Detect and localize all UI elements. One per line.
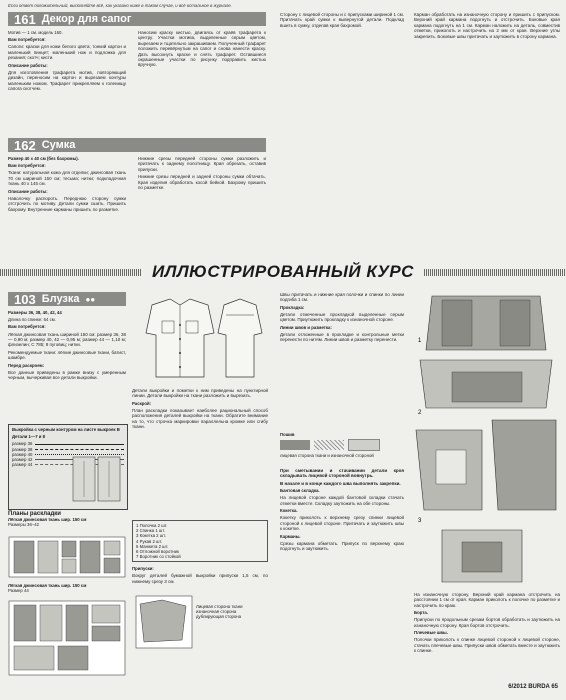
- model103-need-heading: Вам потребуется:: [8, 324, 46, 330]
- model161-desc-text: Для изготовления трафарета мотив, повторяющий дизайн, переносим на картон и вырезаем контуры маленьким ножом. Трафарет прикрепляем к голенищу сапога скотчем.: [8, 69, 126, 92]
- legend-swatch-hatched: [314, 440, 344, 450]
- right-heading-3: Плечевые швы.: [414, 630, 448, 636]
- sewing-legend: [280, 432, 404, 458]
- mid-text-4: На лицевой стороне каждой бантовой складки стачать отметки вместе. Складку заутюжить на обе стороны.: [280, 495, 404, 506]
- right-text-2: Припуски по продольным срезам бортов обработать и заутюжить на изнаночную сторону. Края бортов отстрочить.: [414, 617, 560, 628]
- model103-difficulty: ●●: [85, 294, 96, 304]
- model103-cut-heading: Перед раскроем:: [8, 362, 45, 368]
- pattern-size-label: размер 40: [12, 451, 33, 457]
- model162-col4-text: Сторону с лицевой стороны и с припусками шириной 1 см. Притачать край сумки к вывернутой детали. Подклад вшить в сумку, отделав края бахромой.: [280, 12, 404, 28]
- pattern-size-label: размер 38: [12, 446, 33, 452]
- top-middle-column: [280, 12, 404, 30]
- size-line-dashed: [35, 449, 124, 450]
- banner-title: ИЛЛЮСТРИРОВАННЫЙ КУРС: [152, 262, 414, 281]
- model103-header: [8, 292, 126, 306]
- model161-title: Декор для сапог: [41, 13, 132, 25]
- model162-need-heading: Вам потребуется:: [8, 163, 46, 169]
- legend-swatch-light: [348, 439, 380, 451]
- mid-heading-5: Кокетка.: [280, 508, 298, 514]
- model103-col1: [8, 310, 126, 383]
- model103-need-text: Лёгкая джинсовая ткань шириной 150 см: размер 36, 38 — 0,90 м; размер 40, 42 — 0,95 м; размер 44 — 1,10 м; флизелин; С 785; 8 пуговиц; нитки.: [8, 331, 126, 348]
- mid-heading-3: Линии швов и разметка:: [280, 324, 332, 330]
- pattern-mini-diagram: [71, 455, 123, 505]
- pattern-size-label: размер 42: [12, 457, 33, 463]
- mid-text-6: Срезы кармана обметать. Припуск по верхнему краю подогнуть и заутюжить.: [280, 540, 404, 552]
- allowance-heading: Припуски:: [132, 566, 154, 571]
- model162-desc-text: Наволочку распороть. Переднюю сторону сумки отстрочить по мотиву. Детали сумки сшить. Пришить бахрому. Внутренние карманы пришить по разметке.: [8, 195, 126, 212]
- model161-col1: [8, 30, 126, 93]
- parts-list-item: 6 Отложной воротник: [136, 549, 179, 555]
- svg-text:3: 3: [418, 518, 422, 524]
- mid-col2-text: Швы притачать и нижние края полочки и спинки по линии подгиба 1 см.: [280, 292, 404, 303]
- model103-number: 103: [14, 291, 36, 307]
- pattern-box-details: Детали 1—7 и 8: [12, 434, 46, 440]
- model103-title: Блузка: [41, 293, 80, 305]
- legend-row: [280, 439, 404, 451]
- model162-col3-text: Нижние срезы передней и задней стороны сумки обтачать. Края изделия обработать косой бейкой. Бахрому пришить по разметке.: [138, 174, 266, 191]
- model103-cut-text: Все данные приведены в рамке внизу с умеренным черным, вычеркивая все детали выкройки.: [8, 369, 126, 381]
- parts-list-item: 5 Манжета 2 шт.: [136, 543, 169, 549]
- parts-text: План раскладки показывает наиболее рациональный способ расположения деталей выкройки на ткани. Обратите внимание на то, что строчка маркировки параллельна кромке или сгибу ткани.: [132, 408, 268, 430]
- fold-note: При сметывании и стачивании детали кроя складывать лицевой стороной вовнутрь.: [280, 468, 404, 479]
- model161-col2-text: Наносим краску кистью, двигаясь от краёв трафарета к центру. Участки мотива, выделенные серым цветом, вырезаем и тщательно закрашиваем. Полученный трафарет положить перевёрнутым на сапог и снова нанести краску. Дать высохнуть краске и снять трафарет. Оставшиеся окрашенные участки по рисунку подправить кистью вручную.: [138, 30, 266, 68]
- model162-need-text: Ткани: натуральная кожа для отделки; джинсовая ткань 70 см шириной 150 см; тесьма; нитки; подкладочная ткань 40 x 145 см.: [8, 170, 126, 187]
- mid-heading-6: Карманы.: [280, 533, 301, 539]
- center-text: Детали выкройки и пометки к ним приведены на пунктирной линии. Детали выкройки на ткани разложить и вырезать.: [132, 388, 268, 399]
- pattern-size-label: размер 44: [12, 462, 33, 468]
- layout-heading: Планы раскладки: [8, 511, 61, 517]
- model162-col2: [138, 156, 266, 192]
- layout-plans-2: [8, 583, 126, 593]
- right-heading-2: Борта.: [414, 610, 428, 616]
- course-banner: [0, 259, 566, 285]
- model162-title: Сумка: [41, 139, 76, 151]
- mid-heading-4: Бантовая складка.: [280, 488, 320, 494]
- parts-list-item: 3 Кокетка 2 шт.: [136, 533, 166, 539]
- parts-list-item: 4 Рукав 2 шт.: [136, 538, 163, 544]
- model162-col2-text: Нижние срезы передней стороны сумки разложить и притачать к заднему полотнищу. Края обрезать, оставив припуски.: [138, 156, 266, 172]
- model162-header: [8, 138, 266, 152]
- pattern-size-label: размер 36: [12, 441, 33, 447]
- mid-text-5: Кокетку приколоть к верхнему срезу спинки лицевой стороной к лицевой стороне. Притачать и заутюжить швы к кокетке.: [280, 515, 404, 532]
- mid-text-3: Детали отложенные в прокладке и контрольные метки перенести по нитям. Линии швов и разметку перенести.: [280, 332, 404, 343]
- model162-number: 162: [14, 137, 36, 153]
- model161-number: 161: [14, 11, 36, 27]
- right-bottom-col: [414, 592, 560, 656]
- pattern-info-box: [8, 424, 128, 510]
- layout-fabric-2: Лёгкая джинсовая ткань шир. 150 см: [8, 583, 87, 588]
- layout-sizes-2: Размер 44: [8, 588, 29, 594]
- page-footer: 6/2012 BURDA 65: [508, 684, 558, 690]
- model103-middle-col: [280, 292, 404, 345]
- parts-list-item: 7 Воротник со стойкой: [136, 554, 181, 560]
- svg-text:1: 1: [418, 338, 422, 344]
- right-top-text: Карман обработать на изнаночную сторону и пришить с припуском. Верхний край кармана подогнуть и отстрочить. Боковые края кармана подогнуть на 1 см. Карман наложить на деталь, совместив отметки, приколоть и настрочить на 2 мм от края. Верхние углы закрепить. Боковые швы притачать и заутюжить в сторону кармана.: [414, 12, 560, 39]
- construction-illustrations: [412, 290, 560, 586]
- model162-col1: [8, 156, 126, 214]
- banner-left-stripe: [0, 269, 142, 276]
- model103-recommended: Рекомендуемые ткани: лёгкие джинсовые ткани, батист, шамбре.: [8, 349, 126, 361]
- layout-sizes: Размеры 36–42: [8, 522, 39, 528]
- model103-middle-col-2: [280, 468, 404, 554]
- right-text: На изнаночную сторону. Верхний край кармана отстрочить на расстоянии 1 см от края. Карман приколоть к полочке по разметке и настрочить по краю.: [414, 592, 560, 608]
- size-line-solid: [35, 444, 124, 445]
- layout-fabric: Лёгкая джинсовая ткань шир. 150 см: [8, 517, 87, 523]
- model103-length: Длина по спинке: 64 см.: [8, 317, 56, 323]
- parts-list-item: 2 Спинка 1 шт.: [136, 528, 166, 534]
- model161-need-heading: Вам потребуется:: [8, 37, 46, 43]
- model103-center-col: [132, 388, 268, 432]
- layout-plans: [8, 512, 126, 528]
- parts-heading: Раскрой:: [132, 400, 152, 406]
- model161-desc-heading: Описание работы:: [8, 62, 48, 68]
- parts-list-item: 1 Полочка 2 шт.: [136, 523, 168, 528]
- sewing-legend-title: Пошив: [280, 432, 295, 437]
- legend-swatch-dark: [280, 440, 310, 450]
- blouse-illustration: [132, 295, 268, 385]
- mid-heading-2: Прокладка:: [280, 304, 305, 310]
- model103-sizes: Размеры 36, 38, 40, 42, 44: [8, 310, 62, 315]
- model162-size: Размер 40 х 40 см (без бахромы).: [8, 156, 79, 161]
- top-note: Если ответ положительный, выполняйте всё, как указано ниже в таком случае, и всё остальное в журнале.: [8, 3, 232, 8]
- model162-desc-heading: Описание работы:: [8, 188, 48, 194]
- layout-plan-diagram-1: [8, 536, 126, 580]
- right-text-3: Полочки приколоть к спинке лицевой стороной к лицевой стороне, стачать плечевые швы. Припуски швов обметать вместе и заутюжить к спинке.: [414, 637, 560, 654]
- allowance-block: [132, 566, 268, 586]
- mid-text-2: Детали отмеченные прокладкой выделенные серым цветом. Приутюжить прокладку к изнаночной стороне.: [280, 312, 404, 323]
- banner-right-stripe: [424, 269, 566, 276]
- pattern-box-title: Выкройка с черным контуром на листе выкроек B: [12, 427, 120, 432]
- allowance-text: Вокруг деталей бумажной выкройки припуски 1,5 см, по нижнему срезу 3 см.: [132, 573, 268, 584]
- parts-list: [132, 520, 268, 562]
- svg-text:2: 2: [418, 410, 422, 416]
- stitch-label: лицевая сторона ткани и изнаночной стороной: [280, 453, 374, 459]
- fold-note-2: В начале и в конце каждого шва выполнять закрепки.: [280, 480, 401, 486]
- top-right-column: [414, 12, 560, 41]
- model161-need-text: Сапоги: краски для кожи белого цвета; тонкий картон и маленький пинцет; маленький нож и подложка для резания; скотч; кисти.: [8, 44, 126, 61]
- model161-col2: [138, 30, 266, 70]
- fabric-legend: Лицевая сторона ткани изнаночная сторона дублирующая сторона: [196, 604, 243, 620]
- fabric-legend-diagram: [132, 592, 268, 652]
- model161-model-line: Мотив — 1 см. модель 160.: [8, 30, 63, 35]
- model161-header: [8, 12, 266, 26]
- layout-plan-diagram-2: [8, 600, 126, 678]
